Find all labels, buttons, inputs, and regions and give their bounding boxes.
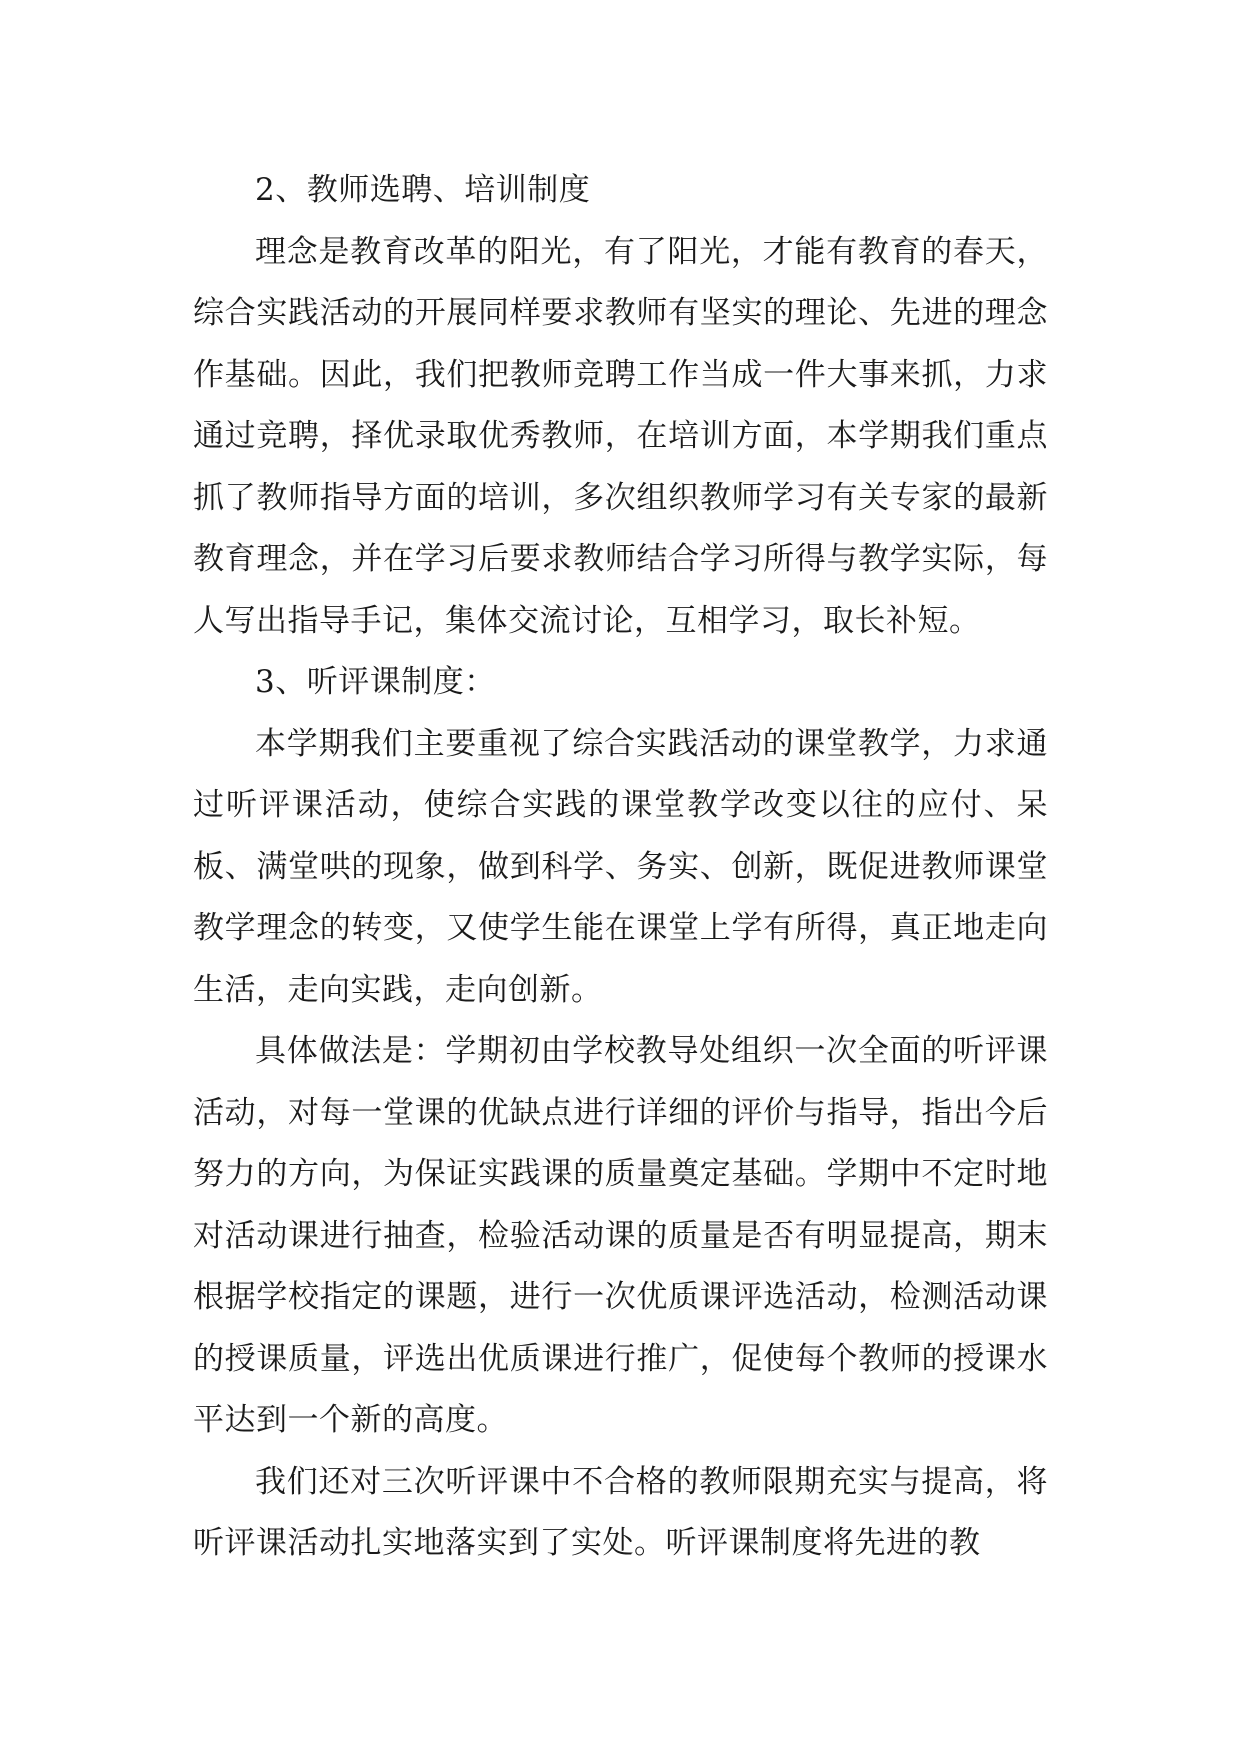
- document-body: [193, 160, 1048, 1575]
- paragraph-unqualified-teachers: 我们还对三次听评课中不合格的教师限期充实与提高，将听评课活动扎实地落实到了实处。听评课制度将先进的教: [193, 1463, 1048, 1561]
- section-heading-teacher-selection: 2、教师选聘、培训制度: [255, 172, 591, 208]
- paragraph-teacher-training: 理念是教育改革的阳光，有了阳光，才能有教育的春天，综合实践活动的开展同样要求教师有坚实的理论、先进的理念作基础。因此，我们把教师竞聘工作当成一件大事来抓，力求通过竞聘，择优录取优秀教师，在培训方面，本学期我们重点抓了教师指导方面的培训，多次组织教师学习有关专家的最新教育理念，并在学习后要求教师结合学习所得与教学实际，每人写出指导手记，集体交流讨论，互相学习，取长补短。: [193, 233, 1048, 639]
- section-heading-lesson-evaluation: 3、听评课制度：: [255, 664, 496, 700]
- paragraph-specific-methods: 具体做法是：学期初由学校教导处组织一次全面的听评课活动，对每一堂课的优缺点进行详细的评价与指导，指出今后努力的方向，为保证实践课的质量奠定基础。学期中不定时地对活动课进行抽查，检验活动课的质量是否有明显提高，期末根据学校指定的课题，进行一次优质课评选活动，检测活动课的授课质量，评选出优质课进行推广，促使每个教师的授课水平达到一个新的高度。: [193, 1033, 1048, 1438]
- paragraph-classroom-teaching: 本学期我们主要重视了综合实践活动的课堂教学，力求通过听评课活动，使综合实践的课堂教学改变以往的应付、呆板、满堂哄的现象，做到科学、务实、创新，既促进教师课堂教学理念的转变，又使学生能在课堂上学有所得，真正地走向生活，走向实践，走向创新。: [193, 725, 1048, 1008]
